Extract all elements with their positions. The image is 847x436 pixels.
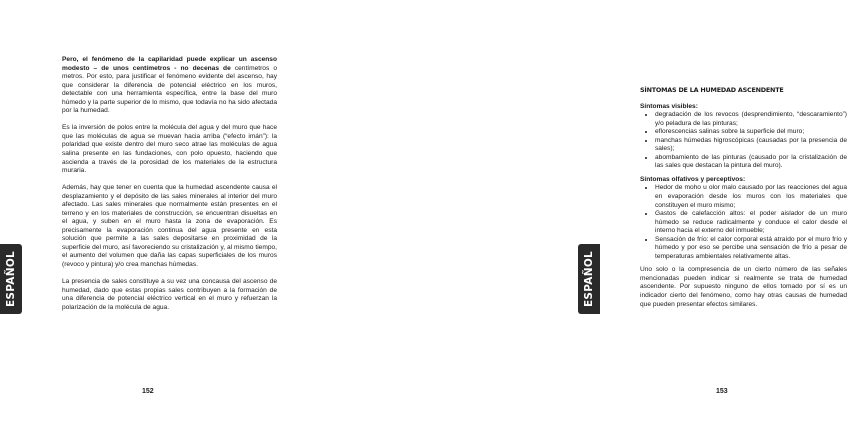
paragraph-1 [62, 56, 277, 116]
language-tab-label: ESPAÑOL [583, 250, 596, 308]
list-item: • abombamiento de las pinturas (causado por la cristalización de las sales que destacan la pintura del muro). [655, 154, 847, 171]
language-tab-right [578, 244, 600, 314]
paragraph-4: La presencia de sales constituye a su vez una concausa del ascenso de humedad, dado que estas propias sales contribuyen a la formación de una diferencia de potencial eléctrico vertical en el muro y refuerzan la polarización de la molécula de agua. [62, 278, 277, 311]
visible-symptoms-title: Síntomas visibles: [640, 102, 698, 110]
olfactory-symptoms-title: Síntomas olfativos y perceptivos: [640, 175, 746, 183]
list-item: • degradación de los revocos (desprendimiento, “descaramiento”) y/o peladura de las pinturas; [655, 111, 847, 128]
page-number-left: 152 [142, 388, 154, 395]
paragraph-2: Es la inversión de polos entre la molécula del agua y del muro que hace que las moléculas de agua se muevan hacia arriba (“efecto imán”): la polaridad que existe dentro del muro seco atrae las moléculas de agua salina presente en las fundaciones, con polo opuesto, haciendo que ascienda a través de la porosidad de los materiales de la estructura muraria. [62, 124, 277, 175]
paragraph-1-lead: Pero, el fenómeno de la capilaridad puede explicar un ascenso modesto – de unos centímetros - no decenas de [62, 56, 277, 72]
list-item: • Sensación de frío: el calor corporal está atraído por el muro frío y húmedo y por eso se percibe una sensación de frío a pesar de temperaturas ambientales relativamente altas. [655, 236, 847, 262]
list-item: • manchas húmedas higroscópicas (causadas por la presencia de sales); [655, 137, 847, 154]
list-item: • Hedor de moho u olor malo causado por las reacciones del agua en evaporación desde los muros con los materiales que constituyen el muro mismo; [655, 184, 847, 210]
right-page-body [640, 86, 847, 318]
visible-symptoms-list [640, 111, 847, 171]
left-page-body [62, 56, 277, 321]
language-tab-left [0, 244, 22, 314]
paragraph-3: Además, hay que tener en cuenta que la humedad ascendente causa el desplazamiento y el depósito de las sales minerales al interior del muro afectado. Las sales minerales que normalmente están presentes en el terreno y en los materiales de construcción, se encuentran disueltas en el agua, y suben en el muro hasta la zona de evaporación. Es precisamente la evaporación continua del agua presente en esta solución que permite a las sales depositarse en proximidad de la superficie del muro, así favoreciendo su cristalización y, al mismo tiempo, el aumento del volumen que daña las capas superficiales de los muros (revoco y pintura) y/o crea manchas húmedas. [62, 184, 277, 269]
list-item: • eflorescencias salinas sobre la superficie del muro; [655, 128, 847, 137]
left-page [0, 0, 300, 436]
page-number-right: 153 [716, 388, 728, 395]
language-tab-label: ESPAÑOL [5, 250, 18, 308]
section-heading: SÍNTOMAS DE LA HUMEDAD ASCENDENTE [640, 86, 784, 94]
right-page [300, 0, 847, 436]
paragraph-1-text: centímetros o metros. Por esto, para justificar el fenómeno evidente del ascenso, hay que considerar la diferencia de potencial eléctrico en los muros, detectable con una herramienta específica, entre la base del muro húmedo y la parte superior de lo mismo, que todavía no ha sido afectada por la humedad. [62, 64, 277, 115]
list-item: • Gastos de calefacción altos: el poder aislador de un muro húmedo se reduce radicalmente y conduce el calor desde el interno hacia el externo del inmueble; [655, 210, 847, 236]
olfactory-symptoms-list [640, 184, 847, 261]
closing-paragraph: Uno solo o la compresencia de un cierto número de las señales mencionadas pueden indicar si realmente se trata de humedad ascendente. Por supuesto ninguno de ellos tomado por sí es un indicador cierto del fenómeno, como hay otras causas de humedad que pueden presentar efectos similares. [640, 266, 847, 308]
